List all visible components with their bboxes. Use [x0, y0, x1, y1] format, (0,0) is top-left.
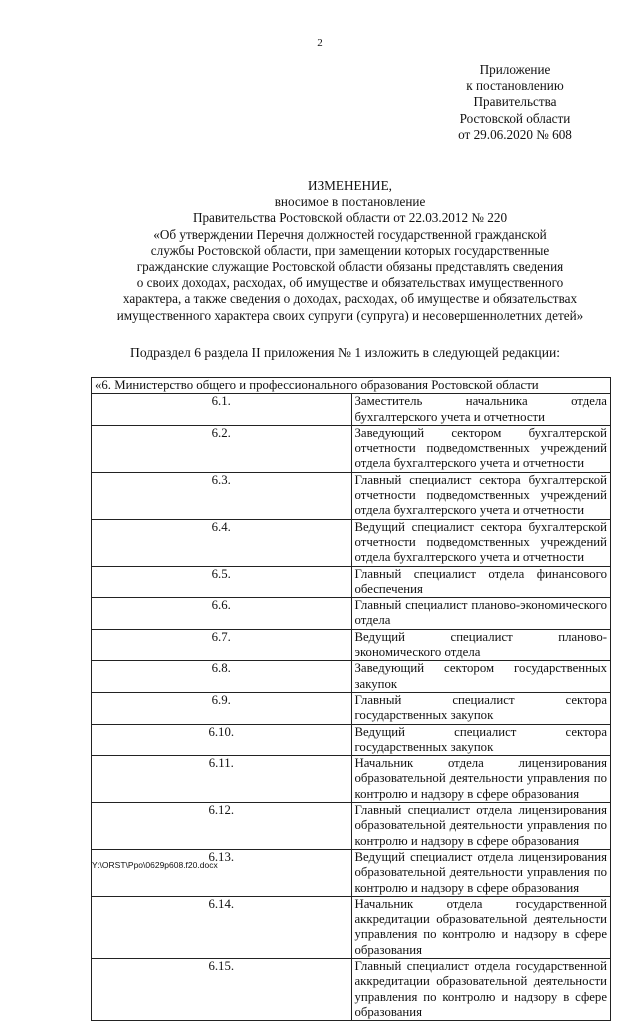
instruction-text: Подраздел 6 раздела II приложения № 1 изложить в следующей редакции: [130, 345, 561, 360]
table-row [92, 692, 611, 724]
row-position: Заведующий сектором бухгалтерской отчетности подведомственных учреждений отдела бухгалтерского учета и отчетности [351, 425, 611, 472]
row-position: Главный специалист сектора государственных закупок [351, 692, 611, 724]
heading-line: имущественного характера своих супруги (супруга) и несовершеннолетних детей» [116, 307, 584, 323]
row-number: 6.14. [92, 896, 352, 958]
row-number: 6.7. [92, 629, 352, 661]
table-row [92, 598, 611, 630]
appendix-line: Приложение [479, 62, 551, 77]
table-row [92, 394, 611, 426]
row-position: Заместитель начальника отдела бухгалтерского учета и отчетности [351, 394, 611, 426]
row-number: 6.2. [92, 425, 352, 472]
table-row [92, 472, 611, 519]
row-position: Начальник отдела государственной аккредитации образовательной деятельности управления по контролю и надзору в сфере образования [351, 896, 611, 958]
row-number: 6.5. [92, 566, 352, 598]
appendix-line: Ростовской области [459, 110, 571, 126]
table-row [92, 896, 611, 958]
row-position: Ведущий специалист отдела лицензирования образовательной деятельности управления по контролю и надзору в сфере образования [351, 849, 611, 896]
heading-line: характера, а также сведения о доходах, расходах, об имуществе и обязательствах [122, 291, 578, 307]
table-row [92, 519, 611, 566]
table-row [92, 803, 611, 850]
heading-line: о своих доходах, расходах, об имуществе и обязательствах имущественного [136, 275, 564, 291]
appendix-line: от 29.06.2020 № 608 [458, 126, 572, 142]
heading-line: Правительства Ростовской области от 22.03.2012 № 220 [192, 210, 508, 226]
positions-table [91, 377, 611, 1021]
table-row [92, 629, 611, 661]
table-row [92, 661, 611, 693]
row-number: 6.4. [92, 519, 352, 566]
row-number: 6.8. [92, 661, 352, 693]
row-position: Ведущий специалист сектора бухгалтерской отчетности подведомственных учреждений отдела бухгалтерского учета и отчетности [351, 519, 611, 566]
row-position: Ведущий специалист сектора государственных закупок [351, 724, 611, 756]
row-number: 6.15. [92, 958, 352, 1020]
heading-line: вносимое в постановление [274, 194, 426, 210]
row-number: 6.12. [92, 803, 352, 850]
appendix-line: Правительства [473, 94, 557, 110]
document-title: ИЗМЕНЕНИЕ, [308, 178, 392, 193]
page-number: 2 [317, 37, 323, 49]
appendix-line: к постановлению [466, 78, 564, 94]
row-position: Заведующий сектором государственных закупок [351, 661, 611, 693]
row-number: 6.11. [92, 756, 352, 803]
appendix-block [440, 62, 590, 143]
table-row [92, 756, 611, 803]
row-position: Главный специалист сектора бухгалтерской отчетности подведомственных учреждений отдела бухгалтерского учета и отчетности [351, 472, 611, 519]
row-number: 6.10. [92, 724, 352, 756]
file-path-footer: Y:\ORST\Ppo\0629p608.f20.docx [92, 860, 218, 870]
row-position: Главный специалист отдела государственной аккредитации образовательной деятельности управления по контролю и надзору в сфере образования [351, 958, 611, 1020]
table-row [92, 958, 611, 1020]
row-number: 6.13. [92, 849, 352, 896]
table-row [92, 425, 611, 472]
heading-line: службы Ростовской области, при замещении которых государственные [150, 242, 550, 258]
table-row [92, 724, 611, 756]
row-position: Главный специалист отдела финансового обеспечения [351, 566, 611, 598]
table-header: «6. Министерство общего и профессионального образования Ростовской области [92, 378, 611, 394]
row-number: 6.6. [92, 598, 352, 630]
row-position: Начальник отдела лицензирования образовательной деятельности управления по контролю и надзору в сфере образования [351, 756, 611, 803]
row-position: Ведущий специалист планово-экономического отдела [351, 629, 611, 661]
table-row [92, 566, 611, 598]
heading-line: гражданские служащие Ростовской области обязаны представлять сведения [136, 259, 564, 275]
document-heading [60, 178, 640, 324]
table-header-row [92, 378, 611, 394]
heading-line: «Об утверждении Перечня должностей государственной гражданской [153, 226, 547, 242]
row-position: Главный специалист отдела лицензирования образовательной деятельности управления по контролю и надзору в сфере образования [351, 803, 611, 850]
row-number: 6.9. [92, 692, 352, 724]
table-row [92, 849, 611, 896]
row-number: 6.1. [92, 394, 352, 426]
row-number: 6.3. [92, 472, 352, 519]
row-position: Главный специалист планово-экономического отдела [351, 598, 611, 630]
